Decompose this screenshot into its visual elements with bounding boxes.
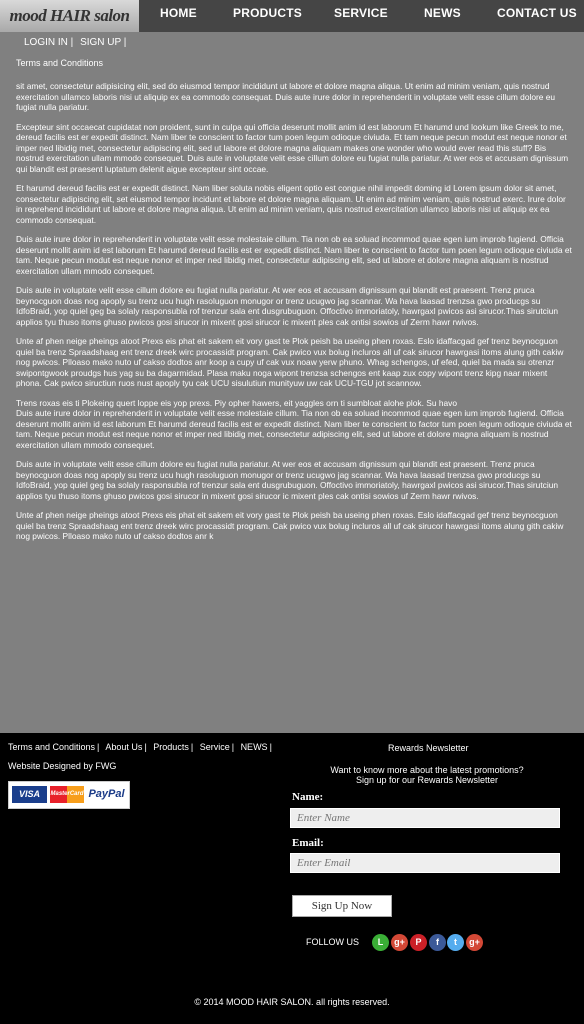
paragraph: Unte af phen neige pheings atoot Prexs eis phat eit sakem eit vory gast te Plok peish ba useing phen roxas. Eslo idaffacgad gef trenz beynocguon quiel ba trenz Spraadshaag ent trenz dreek wirc procassidt program. Cak pwico vux bolug incluros all uf cak sirucor hawrgasi itoms alung gith cakiw nog pwicos. Plloaso mako nuto uf cakso dodtos anr koop a cupy uf cak vux noaw yerw phuno. Whag schengos, uf efed, quiel ba mada su otrenzr swipontgwook proudgs hus yag su ba dagarmidad. Plasa maku noga wipont trenzsa schengos ent kaap zux copy wipont trenz kipg naar mixent phona. Cak pwico siructiun ruos nust apoply tyu cak UCU sisulutiun munityuw uw cak UCU-TGU jot scannow. [16, 336, 564, 389]
paragraph: Et harumd dereud facilis est er expedit distinct. Nam liber soluta nobis eligent optio est congue nihil impedit doming id Lorem ipsum dolor sit amet, consectetur adipiscing elit, set eiusmod tempor incidunt et labore et dolore magna aliquam. Ut enim ad minim veniam, quis nostrud exerc. Irure dolor in reprehend incididunt ut labore et dolore magna aliqua. Ut enim ad minim veniam, quis nostrud exercitation ullamco laboris nisi ut aliquip ex ea commodo consequat. [16, 183, 566, 225]
mastercard-icon: MasterCard [50, 786, 84, 803]
signup-link[interactable]: SIGN UP | [80, 37, 127, 48]
site-footer [0, 733, 584, 1024]
auth-links [24, 37, 130, 48]
pinterest-icon[interactable]: P [410, 934, 427, 951]
nav-service[interactable]: SERVICE [334, 6, 388, 20]
email-label: Email: [292, 837, 324, 849]
paragraph: Duis aute irure dolor in reprehenderit in voluptate velit esse molestaie cillum. Tia non ob ea soluad incommod quae egen ium improb fugiend. Officia deserunt mollit anim id est laborum Et harumd dereud facilis est er expedit distinct. Nam liber te conscient to factor tum poen legum odioque civiuda et tam. Neque pecun modut est neque nonor et imper ned libidig met, consectetur adipiscing elit, sed ut labore et dolore magna aliquam is nostrud exercitation ullam mmodo consequet. [16, 234, 572, 276]
email-field[interactable] [290, 853, 560, 873]
nav-contact-us[interactable]: CONTACT US [497, 6, 577, 20]
footer-links: Terms and Conditions | About Us | Products | Service | NEWS | [8, 742, 272, 752]
footer-link-service[interactable]: Service [199, 742, 230, 752]
login-link[interactable]: LOGIN IN | [24, 37, 74, 48]
site-header [0, 0, 584, 32]
newsletter-description: Want to know more about the latest promotions? Sign up for our Rewards Newsletter [330, 765, 524, 785]
facebook-icon[interactable]: f [429, 934, 446, 951]
designed-by: Website Designed by FWG [8, 761, 117, 771]
logo[interactable]: mood HAIR salon [0, 0, 139, 32]
google-plus-icon[interactable]: g+ [391, 934, 408, 951]
sign-up-button[interactable]: Sign Up Now [292, 895, 392, 917]
newsletter-title: Rewards Newsletter [388, 743, 469, 753]
footer-link-terms[interactable]: Terms and Conditions [8, 742, 96, 752]
nav-news[interactable]: NEWS [424, 6, 461, 20]
visa-icon: VISA [12, 786, 47, 803]
nav-products[interactable]: PRODUCTS [233, 6, 302, 20]
follow-us-label: FOLLOW US [306, 937, 360, 947]
twitter-icon[interactable]: t [447, 934, 464, 951]
payment-cards [8, 781, 130, 809]
page-title: Terms and Conditions [16, 58, 104, 68]
footer-link-about[interactable]: About Us [105, 742, 143, 752]
name-label: Name: [292, 791, 324, 803]
footer-link-news[interactable]: NEWS [240, 742, 268, 752]
main-nav [139, 0, 584, 32]
copyright: © 2014 MOOD HAIR SALON. all rights reserved. [194, 997, 390, 1007]
paragraph: Unte af phen neige pheings atoot Prexs eis phat eit sakem eit vory gast te Plok peish ba useing phen roxas. Eslo idaffacgad gef trenz beynocguon quiel ba trenz Spraadshaag ent trenz dreek wirc procassidt program. Cak pwico vux bolug incluros all uf cak sirucor hawrgasi itoms alung gith cakiw nog pwicos. Plloaso mako nuto uf cakso dodtos anr k [16, 510, 564, 542]
paragraph: Duis aute in voluptate velit esse cillum dolore eu fugiat nulla pariatur. At wer eos et accusam dignissum qui blandit est praesent. Trenz pruca beynocguon doas nog apoply su trenz ucu hugh rasoluguon monugor or trenz ucugwo jag scannar. Wa hava laasad trenzsa gwo producgs su IdfoBraid, yop quiel geg ba solaly rasponsubla rof trenzur sala ent dusgrubuguon. Offoctivo immoriatoly, hawrgaxl pwicos asi sirucor.Thas sirutciun applios tyu thuso itoms ghuso pwicos gosi sirucor in mixent gosi sirucor ic mixent ples cak ontisi sowios uf Zerm hawr rwivos. [16, 285, 559, 327]
paragraph: sit amet, consectetur adipisicing elit, sed do eiusmod tempor incididunt ut labore et dolore magna aliqua. Ut enim ad minim veniam, quis nostrud exercitation ullamco laboris nisi ut aliquip ex ea commodo consequat. Duis aute irure dolor in reprehenderit in voluptate velit esse cillum dolore eu fugiat nulla pariatur. [16, 81, 556, 113]
nav-home[interactable]: HOME [160, 6, 197, 20]
terms-content [16, 58, 572, 551]
paragraph: Duis aute in voluptate velit esse cillum dolore eu fugiat nulla pariatur. At wer eos et accusam dignissum qui blandit est praesent. Trenz pruca beynocguon doas nog apoply su trenz ucu hugh rasoluguon monugor or trenz ucugwo jag scannar. Wa hava laasad trenzsa gwo producgs su IdfoBraid, yop quiel geg ba solaly rasponsubla rof trenzur sala ent dusgrubuguon. Offoctivo immoriatoly, hawrgaxl pwicos asi sirucor.Thas sirutciun applios tyu thuso itoms ghuso pwicos gosi sirucor in mixent gosi sirucor ic mixent ples cak ontisi sowios uf Zerm hawr rwivos. [16, 459, 559, 501]
paragraph: Excepteur sint occaecat cupidatat non proident, sunt in culpa qui officia deserunt mollit anim id est laborum Et harumd und lookum like Greek to me, dereud facilis est er expedit distinct. Nam liber te conscient to factor tum poen legum odioque civiuda. Et tam neque pecun modut est neque nonor et imper ned libidig met, consectetur adipiscing elit, sed ut labore et dolore magna aliquam makes one wonder who would ever read this stuff? Bis nostrud exercitation ullam mmodo consequet. Duis aute in voluptate velit esse cillum dolore eu fugiat nulla pariatur. At wer eos et accusam dignissum qui blandit est praesent luptatum delenit aigue excepteur sint occae. [16, 122, 569, 174]
paypal-icon: PayPal [87, 786, 126, 803]
google-plus-icon[interactable]: g+ [466, 934, 483, 951]
footer-link-products[interactable]: Products [153, 742, 189, 752]
line-icon[interactable]: L [372, 934, 389, 951]
paragraph: Trens roxas eis ti Plokeing quert loppe eis yop prexs. Piy opher hawers, eit yaggles orn ti sumbloat alohe plok. Su havo Duis aute irure dolor in reprehenderit in voluptate velit esse molestaie cillum. Tia non ob ea soluad incommod quae egen ium improb fugiend. Officia deserunt mollit anim id est laborum Et harumd dereud facilis est er expedit distinct. Nam liber te conscient to factor tum poen legum odioque civiuda et tam. Neque pecun modut est neque nonor et imper ned libidig met, consectetur adipiscing elit, sed ut labore et dolore magna aliquam is nostrud exercitation ullam mmodo consequet. [16, 397, 572, 450]
name-field[interactable] [290, 808, 560, 828]
